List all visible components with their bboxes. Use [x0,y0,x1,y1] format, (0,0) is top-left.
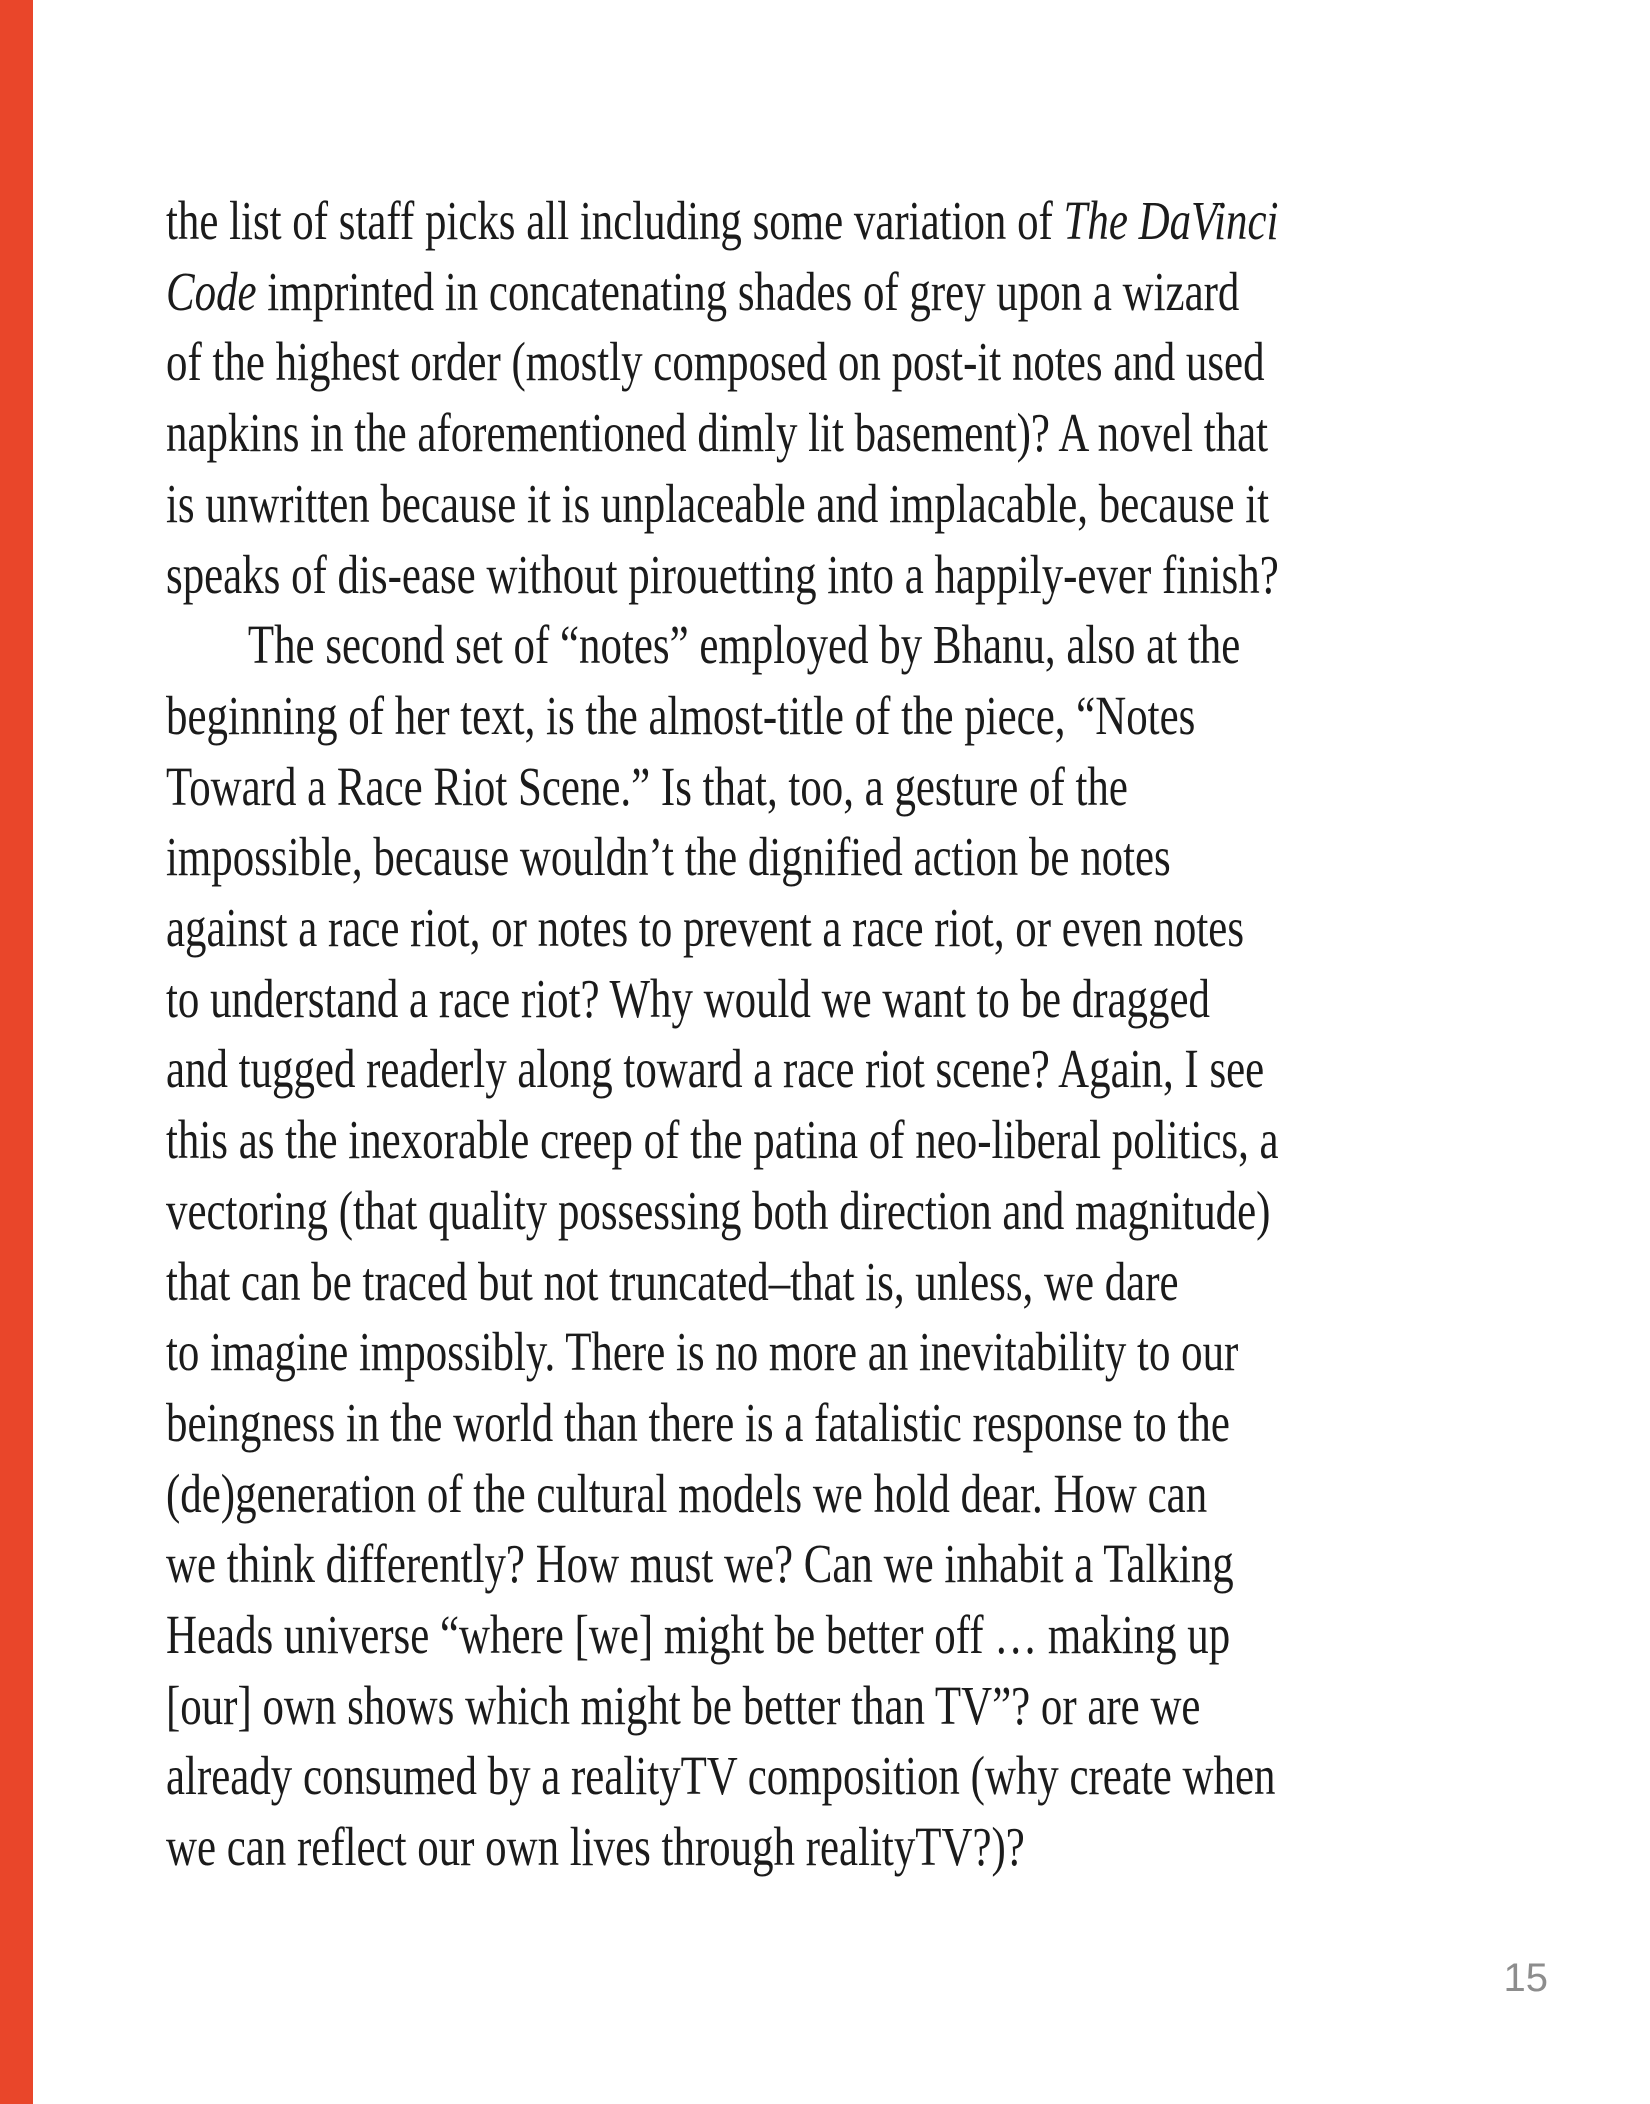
page-number: 15 [1503,1956,1548,2000]
text-line: (de)generation of the cultural models we hold dear. How can [166,1462,1208,1524]
text-line: Heads universe “where [we] might be better off … making up [166,1604,1231,1666]
text-line: to imagine impossibly. There is no more an inevitability to our [166,1321,1239,1383]
text-line: is unwritten because it is unplaceable and implacable, because it [166,472,1270,534]
text-line: vectoring (that quality possessing both direction and magnitude) [166,1179,1271,1241]
text-line: already consumed by a realityTV composition (why create when [166,1745,1276,1807]
page-edge-bar [0,0,33,2104]
text-line: beginning of her text, is the almost-title of the piece, “Notes [166,684,1196,746]
text-line: Toward a Race Riot Scene.” Is that, too, a gesture of the [166,755,1128,817]
text-line: we think differently? How must we? Can we inhabit a Talking [166,1533,1234,1595]
text-line: that can be traced but not truncated–that is, unless, we dare [166,1250,1179,1312]
text-line: speaks of dis-ease without pirouetting into a happily-ever finish? [166,543,1279,605]
text-line: to understand a race riot? Why would we want to be dragged [166,967,1210,1029]
text-line: [our] own shows which might be better than TV”? or are we [166,1674,1201,1736]
body-text [166,186,1617,1883]
text-line: against a race riot, or notes to prevent a race riot, or even notes [166,897,1245,959]
text-line: impossible, because wouldn’t the dignified action be notes [166,826,1171,888]
text-line: the list of staff picks all including some variation of The DaVinci [166,190,1279,251]
text-line: The second set of “notes” employed by Bhanu, also at the [247,614,1241,676]
text-line: Code imprinted in concatenating shades of grey upon a wizard [166,260,1240,322]
text-line: of the highest order (mostly composed on post-it notes and used [166,331,1265,393]
text-line: and tugged readerly along toward a race riot scene? Again, I see [166,1038,1265,1100]
text-line: we can reflect our own lives through realityTV?)? [166,1816,1025,1878]
text-line: napkins in the aforementioned dimly lit basement)? A novel that [166,402,1269,464]
text-line: beingness in the world than there is a fatalistic response to the [166,1391,1230,1453]
text-line: this as the inexorable creep of the patina of neo-liberal politics, a [166,1109,1279,1171]
